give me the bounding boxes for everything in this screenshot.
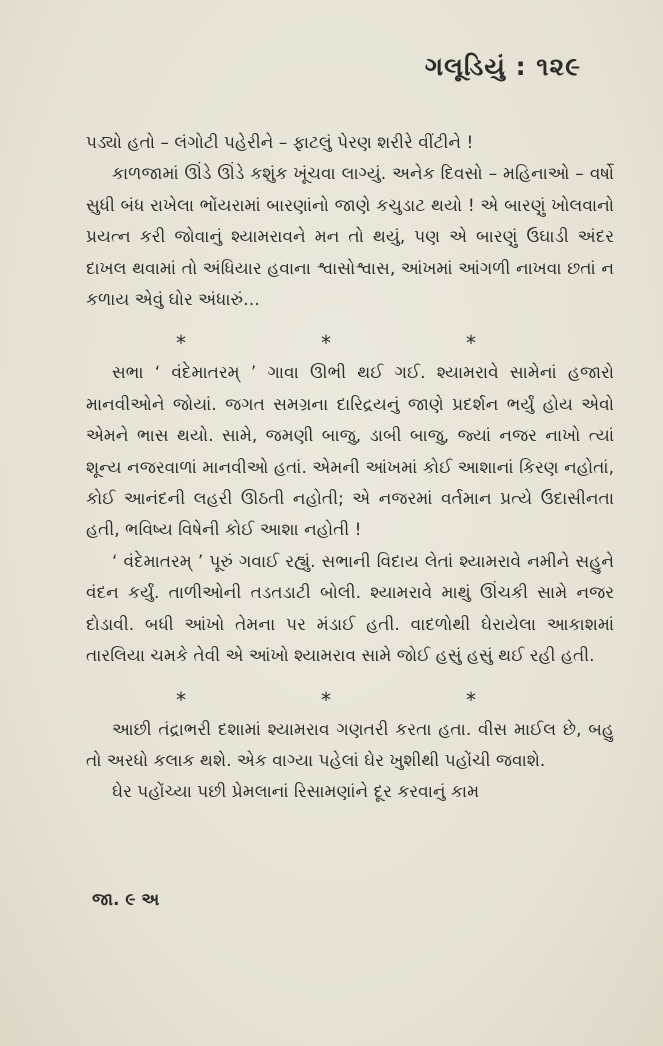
paragraph-3: સભા ‘ વંદેમાતરમ્ ’ ગાવા ઊભી થઈ ગઈ. શ્યામરાવે સામેનાં હજારો માનવીઓને જોયાં. જગત સમગ્રના દારિદ્રયનું જાણે પ્રદર્શન ભર્યું હોય એવો એમને ભાસ થયો. સામે, જમણી બાજુ, ડાબી બાજુ, જ્યાં નજર નાખો ત્યાં શૂન્ય નજરવાળાં માનવીઓ હતાં. એમની આંખમાં કોઈ આશાનાં કિરણ નહોતાં, કોઈ આનંદની લહરી ઊઠતી નહોતી; એ નજરમાં વર્તમાન પ્રત્યે ઉદાસીનતા હતી, ભવિષ્ય વિષેની કોઈ આશા નહોતી ! [86,363,614,541]
paragraph-4: ‘ વંદેમાતરમ્ ’ પૂરું ગવાઈ રહ્યું. સભાની વિદાય લેતાં શ્યામરાવે નમીને સહુને વંદન કર્યું. તાળીઓની તડતડાટી બોલી. શ્યામરાવે માથું ઊંચકી સામે નજર દોડાવી. બધી આંખો તેમના પર મંડાઈ હતી. વાદળોથી ઘેરાયેલા આકાશમાં તારલિયા ચમકે તેવી એ આંખો શ્યામરાવ સામે જોઈ હસું હસું થઈ રહી હતી. [86,551,614,667]
body-text [86,128,614,809]
paragraph-1: પડ્યો હતો – લંગોટી પહેરીને – ફાટલું પેરણ શરીરે વીંટીને ! [86,133,474,153]
paragraph-5: આછી તંદ્રાભરી દશામાં શ્યામરાવ ગણતરી કરતા હતા. વીસ માઈલ છે, બહુ તો અરધો કલાક થશે. એક વાગ્યા પહેલાં ઘેર ખુશીથી પહોંચી જવાશે. [86,719,614,771]
signature-mark: જા. ૯ અ [92,890,160,910]
separator-star: * [321,687,331,712]
separator-star: * [466,687,476,712]
paragraph-6: ઘેર પહોંચ્યા પછી પ્રેમલાનાં રિસામણાંને દૂર કરવાનું કામ [112,782,480,803]
section-separator-1 [176,332,476,354]
separator-star: * [466,331,476,356]
paragraph-2: કાળજામાં ઊંડે ઊંડે કશુંક ખૂંચવા લાગ્યું. અનેક દિવસો – મહિનાઓ – વર્ષો સુધી બંધ રાખેલા ભોંયરામાં બારણાંનો જાણે કચુડાટ થયો ! એ બારણું ખોલવાનો પ્રયત્ન કરી જોવાનું શ્યામરાવને મન તો થયું, પણ એ બારણું ઉઘાડી અંદર દાખલ થવામાં તો અંધિયાર હવાના શ્વાસોશ્વાસ, આંખમાં આંગળી નાખવા છતાં ન કળાય એવું ઘોર અંધારું… [86,164,614,311]
separator-star: * [176,687,186,712]
section-separator-2 [176,689,476,711]
separator-star: * [321,331,331,356]
running-header: ગલૂડિયું : ૧૨૯ [424,52,581,81]
separator-star: * [176,331,186,356]
